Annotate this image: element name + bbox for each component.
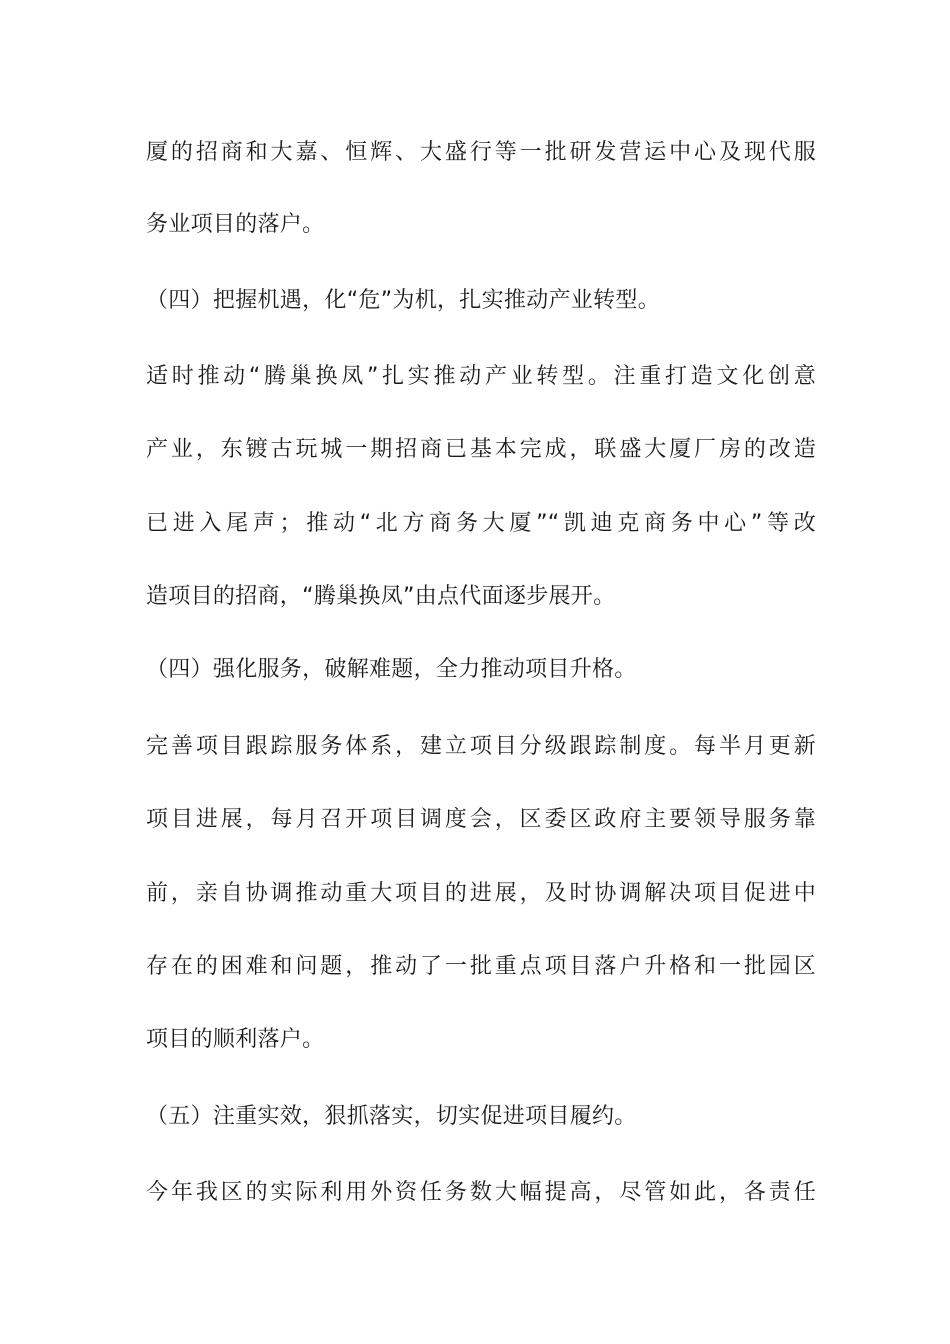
section-heading: （四）把握机遇，化“危”为机，扎实推动产业转型。 xyxy=(146,288,660,313)
paragraph-line: 适时推动“腾巢换凤”扎实推动产业转型。注重打造文化创意 xyxy=(146,364,816,389)
paragraph-line: 完善项目跟踪服务体系，建立项目分级跟踪制度。每半月更新 xyxy=(146,734,816,759)
paragraph-line: 存在的困难和问题，推动了一批重点项目落户升格和一批园区 xyxy=(146,954,816,979)
paragraph-line: 前，亲自协调推动重大项目的进展，及时协调解决项目促进中 xyxy=(146,881,816,906)
paragraph-line: 厦的招商和大嘉、恒辉、大盛行等一批研发营运中心及现代服 xyxy=(146,140,816,165)
paragraph-line: 今年我区的实际利用外资任务数大幅提高，尽管如此，各责任 xyxy=(146,1180,816,1205)
paragraph-line: 项目的顺利落户。 xyxy=(146,1027,325,1052)
section-heading: （五）注重实效，狠抓落实，切实促进项目履约。 xyxy=(146,1104,637,1129)
paragraph-line: 项目进展，每月召开项目调度会，区委区政府主要领导服务靠 xyxy=(146,807,816,832)
paragraph-line: 已进入尾声；推动“北方商务大厦”“凯迪克商务中心”等改 xyxy=(146,511,816,536)
paragraph-line: 造项目的招商，“腾巢换凤”由点代面逐步展开。 xyxy=(146,584,616,609)
paragraph-line: 产业，东镀古玩城一期招商已基本完成，联盛大厦厂房的改造 xyxy=(146,437,816,462)
paragraph-line: 务业项目的落户。 xyxy=(146,212,325,237)
section-heading: （四）强化服务，破解难题，全力推动项目升格。 xyxy=(146,657,637,682)
